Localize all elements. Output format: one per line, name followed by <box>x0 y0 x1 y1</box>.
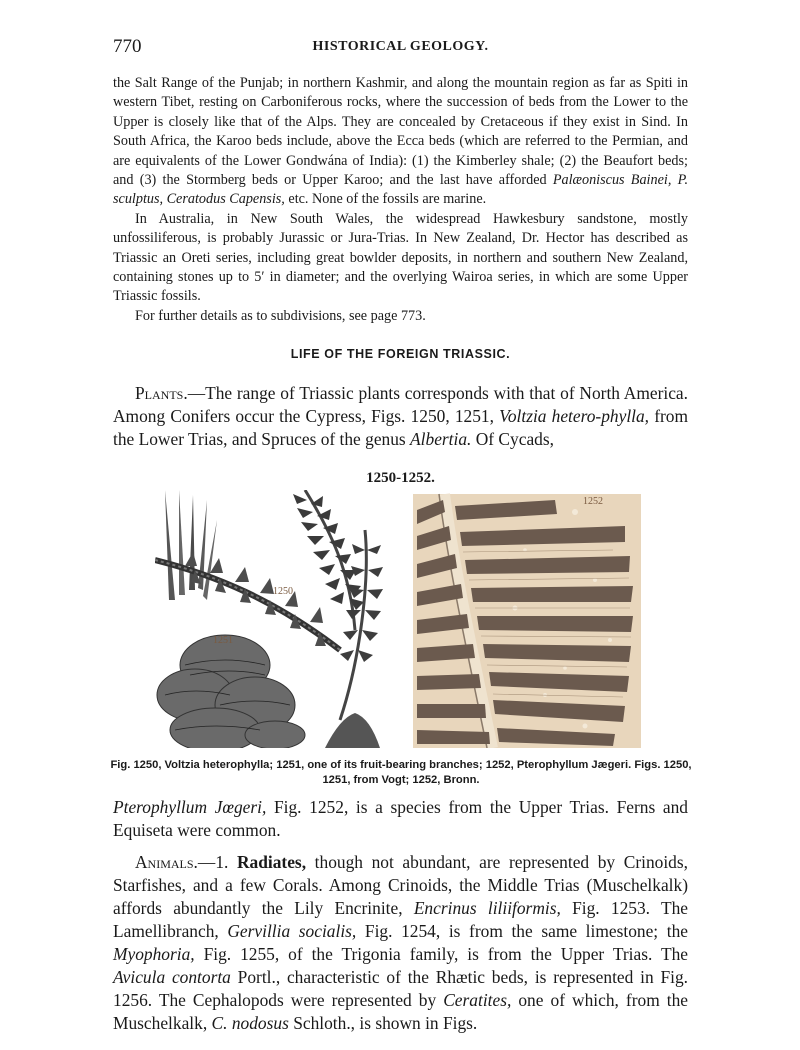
italic-run: Palæoniscus Bainei, P. sculptus, Ceratodus Capensis, <box>113 172 688 208</box>
fossil-plate-svg <box>155 490 645 748</box>
text-run: one of which, from the Muschelkalk, <box>113 990 688 1033</box>
italic-run: Albertia. <box>410 429 472 449</box>
paragraph-australia: In Australia, in New South Wales, the widespread Hawkesbury sandstone, mostly unfossiliferous, is probably Jurassic or Jura-Trias. In New Zealand, Dr. Hector has described as Triassic an Oreti series, including great bowlder deposits, in northern and southern New Zealand, containing stones up to 5′ in diameter; and the overlying Wairoa series, in which are some Upper Triassic fossils. <box>113 210 688 305</box>
italic-run: Encrinus liliiformis, <box>413 898 561 918</box>
italic-run: Gervillia socialis, <box>227 921 357 941</box>
text-run: though not abundant, are represented by Crinoids, Starfishes, and a few Corals. Among Crinoids, the Middle Trias (Muschelkalk) affords abundantly the Lily Encrinite, <box>113 852 688 918</box>
voltzia-drawing <box>155 490 383 748</box>
paragraph-further-details: For further details as to subdivisions, see page 773. <box>135 307 426 324</box>
text-run: —1. <box>197 852 237 872</box>
italic-run: Myophoria, <box>113 944 195 964</box>
text-run: Of Cycads, <box>471 429 554 449</box>
text-run: from the Lower Trias, and Spruces of the genus <box>113 406 689 449</box>
figure-label: 1250-1252. <box>366 470 435 486</box>
text-run: Fig. 1253. The Lamellibranch, <box>113 898 688 941</box>
text-run: Fig. 1255, of the Trigonia family, is from the Upper Trias. The <box>194 944 688 964</box>
animals-lead: Animals. <box>135 852 198 872</box>
text-run: Fig. 1254, is from the same limestone; the <box>356 921 689 941</box>
section-title: LIFE OF THE FOREIGN TRIASSIC. <box>290 347 511 361</box>
italic-run: Pterophyllum Jœgeri, <box>113 797 267 817</box>
italic-run: Voltzia hetero-phylla, <box>499 406 650 426</box>
text-run: Fig. 1252, is a species from the Upper Trias. Ferns and Equiseta were common. <box>113 797 688 840</box>
page-number: 770 <box>113 36 142 57</box>
after-figure-text <box>113 796 688 1035</box>
text-run: Schloth., is shown in Figs. <box>288 1013 478 1033</box>
italic-run: C. nodosus <box>211 1013 289 1033</box>
bold-run: Radiates, <box>236 852 307 872</box>
intro-text-block <box>113 74 688 326</box>
fossil-plate-illustration <box>155 490 645 748</box>
fig-number-1251: 1251 <box>213 635 233 646</box>
running-head: HISTORICAL GEOLOGY. <box>312 39 489 54</box>
fig-number-1250: 1250 <box>273 586 293 597</box>
plants-paragraph <box>113 382 688 451</box>
text-run: Portl., characteristic of the Rhætic beds, is represented in Fig. 1256. The Cephalopods were represented by <box>113 967 688 1010</box>
text-run: etc. None of the fossils are marine. <box>284 191 487 208</box>
plants-lead: Plants. <box>135 383 188 403</box>
page-header <box>113 36 688 58</box>
paragraph-pterophyllum <box>113 796 688 842</box>
italic-run: Ceratites, <box>443 990 512 1010</box>
paragraph-salt-range <box>113 74 688 210</box>
text-run: —The range of Triassic plants corresponds with that of North America. Among Conifers occur the Cypress, Figs. 1250, 1251, <box>113 383 688 426</box>
paragraph-animals <box>113 851 688 1035</box>
figure-caption: Fig. 1250, Voltzia heterophylla; 1251, one of its fruit-bearing branches; 1252, Pterophyllum Jægeri. Figs. 1250, 1251, from Vogt; 1252, Bronn. <box>110 759 692 786</box>
fig-number-1252: 1252 <box>583 496 603 507</box>
pterophyllum-drawing <box>413 494 641 748</box>
text-run: the Salt Range of the Punjab; in northern Kashmir, and along the mountain region as far as Spiti in western Tibet, resting on Carboniferous rocks, where the succession of beds from the Lower to the Upper is closely like that of the Alps. They are concealed by Cretaceous if they exist in Sind. In South Africa, the Karoo beds include, above the Ecca beds (which are referred to the Permian, and are equivalents of the Lower Gondwána of India): (1) the Kimberley shale; (2) the Beaufort beds; and (3) the Stormberg beds or Upper Karoo; and the last have afforded <box>113 75 688 189</box>
italic-run: Avicula contorta <box>113 967 231 987</box>
